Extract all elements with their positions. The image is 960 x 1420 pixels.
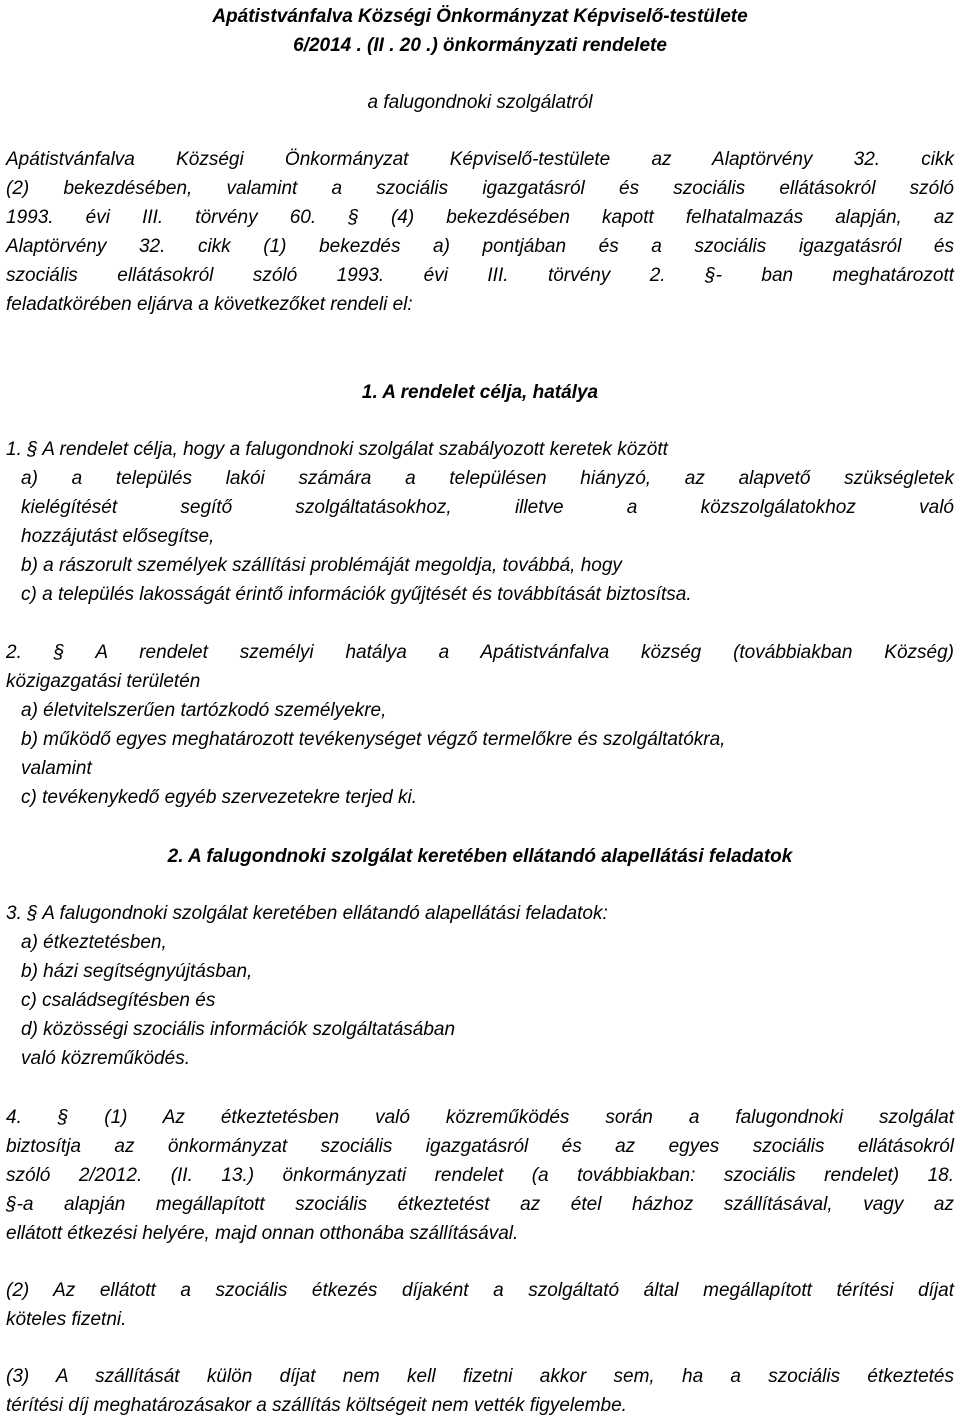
paragraph-1-lead: 1. § A rendelet célja, hogy a falugondnoki szolgálat szabályozott keretek között xyxy=(6,439,668,460)
paragraph-2-item-b: valamint xyxy=(21,758,92,779)
paragraph-2 xyxy=(6,638,954,812)
preamble-line: feladatkörében eljárva a következőket rendeli el: xyxy=(6,294,413,315)
section-2-title: 2. A falugondnoki szolgálat keretében ellátandó alapellátási feladatok xyxy=(167,846,793,867)
paragraph-3-tail: való közreműködés. xyxy=(21,1048,190,1069)
paragraph-4-line: szóló 2/2012. (II. 13.) önkormányzati rendelet (a továbbiakban: szociális rendelet) 18. xyxy=(6,1165,954,1186)
paragraph-2-item-b: b) működő egyes meghatározott tevékenységet végző termelőkre és szolgáltatókra, xyxy=(21,729,726,750)
preamble-line: Alaptörvény 32. cikk (1) bekezdés a) pontjában és a szociális igazgatásról és xyxy=(6,236,954,257)
paragraph-1-item-c: c) a település lakosságát érintő információk gyűjtését és továbbítását biztosítsa. xyxy=(21,584,692,605)
paragraph-2-item-a: a) életvitelszerűen tartózkodó személyekre, xyxy=(21,700,387,721)
preamble xyxy=(6,145,954,319)
preamble-line: Apátistvánfalva Községi Önkormányzat Képviselő-testülete az Alaptörvény 32. cikk xyxy=(6,149,954,170)
paragraph-4-3 xyxy=(6,1362,954,1420)
paragraph-4-line: 4. § (1) Az étkeztetésben való közreműködés során a falugondnoki szolgálat xyxy=(6,1107,954,1128)
paragraph-3-lead: 3. § A falugondnoki szolgálat keretében ellátandó alapellátási feladatok: xyxy=(6,903,608,924)
preamble-line: szociális ellátásokról szóló 1993. évi III. törvény 2. §- ban meghatározott xyxy=(6,265,954,286)
paragraph-2-item-c: c) tevékenykedő egyéb szervezetekre terjed ki. xyxy=(21,787,418,808)
paragraph-3-item-c: c) családsegítésben és xyxy=(21,990,216,1011)
title-line-2: 6/2014 . (II . 20 .) önkormányzati rendelete xyxy=(293,35,667,56)
section-1-title: 1. A rendelet célja, hatálya xyxy=(361,382,599,403)
paragraph-2-lead: közigazgatási területén xyxy=(6,671,201,692)
paragraph-1-item-a: kielégítését segítő szolgáltatásokhoz, illetve a közszolgálatokhoz való xyxy=(21,497,954,518)
paragraph-1-item-a: hozzájutást elősegítse, xyxy=(21,526,215,547)
paragraph-4-line: §-a alapján megállapított szociális étkeztetést az étel házhoz szállításával, vagy az xyxy=(6,1194,954,1215)
document-subtitle: a falugondnoki szolgálatról xyxy=(367,92,593,113)
paragraph-1 xyxy=(6,435,954,609)
paragraph-4-line: biztosítja az önkormányzat szociális igazgatásról és az egyes szociális ellátásokról xyxy=(6,1136,954,1157)
paragraph-3-item-a: a) étkeztetésben, xyxy=(21,932,167,953)
paragraph-3 xyxy=(6,899,954,1073)
paragraph-4-line: ellátott étkezési helyére, majd onnan otthonába szállításával. xyxy=(6,1223,519,1244)
paragraph-4-1 xyxy=(6,1103,954,1248)
paragraph-2-lead: 2. § A rendelet személyi hatálya a Apátistvánfalva község (továbbiakban Község) xyxy=(6,642,954,663)
title-line-1: Apátistvánfalva Községi Önkormányzat Képviselő-testülete xyxy=(212,6,748,27)
preamble-line: 1993. évi III. törvény 60. § (4) bekezdésében kapott felhatalmazás alapján, az xyxy=(6,207,954,228)
paragraph-4-3-line: térítési díj meghatározásakor a szállítás költségeit nem vették figyelembe. xyxy=(6,1395,627,1416)
paragraph-3-item-b: b) házi segítségnyújtásban, xyxy=(21,961,253,982)
paragraph-4-2 xyxy=(6,1276,954,1334)
paragraph-4-2-line: köteles fizetni. xyxy=(6,1309,127,1330)
paragraph-3-item-d: d) közösségi szociális információk szolgáltatásában xyxy=(21,1019,456,1040)
document-title xyxy=(6,2,954,60)
paragraph-1-item-b: b) a rászorult személyek szállítási problémáját megoldja, továbbá, hogy xyxy=(21,555,622,576)
paragraph-4-2-line: (2) Az ellátott a szociális étkezés díjaként a szolgáltató által megállapított térítési díjat xyxy=(6,1280,954,1301)
paragraph-1-item-a: a) a település lakói számára a településen hiányzó, az alapvető szükségletek xyxy=(21,468,954,489)
paragraph-4-3-line: (3) A szállítását külön díjat nem kell fizetni akkor sem, ha a szociális étkeztetés xyxy=(6,1366,954,1387)
preamble-line: (2) bekezdésében, valamint a szociális igazgatásról és szociális ellátásokról szóló xyxy=(6,178,954,199)
